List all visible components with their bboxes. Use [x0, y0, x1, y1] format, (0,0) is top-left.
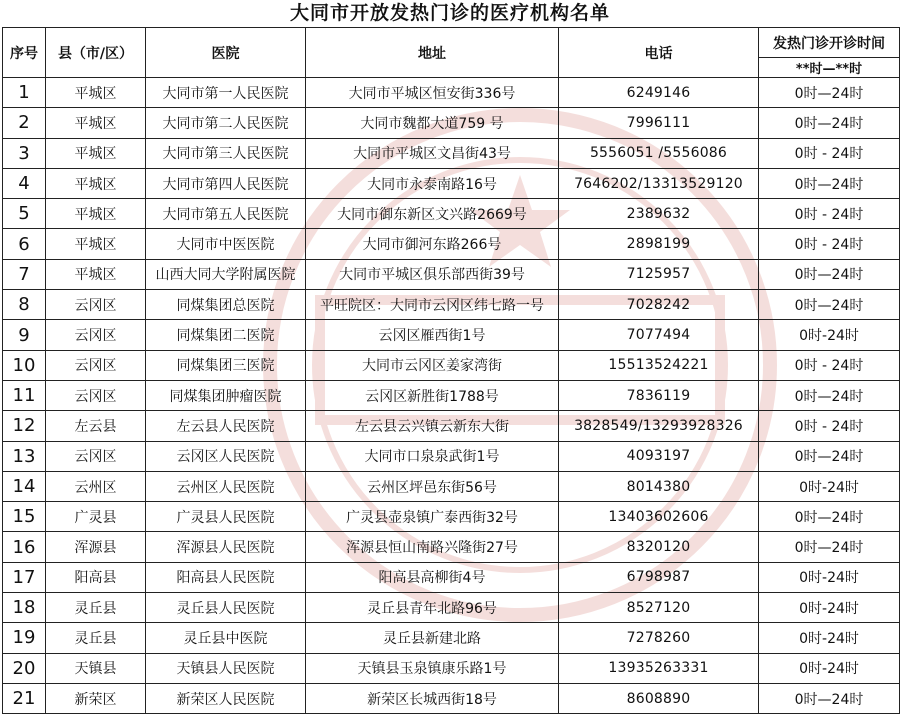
table-row [3, 259, 900, 289]
cell-hours: 0时-24时 [759, 653, 900, 683]
header-county: 县（市/区） [46, 28, 146, 78]
cell-hospital: 大同市第四人民医院 [146, 168, 306, 198]
cell-phone: 8014380 [559, 471, 759, 501]
cell-county: 平城区 [46, 108, 146, 138]
table-row [3, 411, 900, 441]
cell-hospital: 大同市第一人民医院 [146, 78, 306, 108]
cell-county: 浑源县 [46, 532, 146, 562]
cell-phone: 13403602606 [559, 502, 759, 532]
cell-address: 新荣区长城西街18号 [306, 683, 559, 713]
table-row [3, 138, 900, 168]
cell-county: 平城区 [46, 229, 146, 259]
cell-hospital: 同煤集团肿瘤医院 [146, 380, 306, 410]
cell-phone: 15513524221 [559, 350, 759, 380]
cell-hours: 0时—24时 [759, 168, 900, 198]
cell-hours: 0时—24时 [759, 290, 900, 320]
header-phone: 电话 [559, 28, 759, 78]
cell-address: 大同市魏都大道759 号 [306, 108, 559, 138]
table-row [3, 168, 900, 198]
cell-phone: 6249146 [559, 78, 759, 108]
table-row [3, 593, 900, 623]
cell-hours: 0时 - 24时 [759, 199, 900, 229]
cell-index: 14 [3, 471, 46, 501]
cell-phone: 5556051 /5556086 [559, 138, 759, 168]
cell-index: 4 [3, 168, 46, 198]
table-row [3, 78, 900, 108]
cell-phone: 7996111 [559, 108, 759, 138]
cell-county: 平城区 [46, 78, 146, 108]
cell-index: 17 [3, 562, 46, 592]
cell-index: 19 [3, 623, 46, 653]
cell-phone: 4093197 [559, 441, 759, 471]
cell-address: 大同市永泰南路16号 [306, 168, 559, 198]
cell-index: 5 [3, 199, 46, 229]
cell-county: 平城区 [46, 138, 146, 168]
cell-address: 大同市平城区恒安街336号 [306, 78, 559, 108]
cell-hours: 0时—24时 [759, 78, 900, 108]
cell-hours: 0时-24时 [759, 320, 900, 350]
cell-index: 13 [3, 441, 46, 471]
cell-hospital: 灵丘县人民医院 [146, 593, 306, 623]
table-header-row [3, 28, 900, 58]
cell-hours: 0时—24时 [759, 683, 900, 713]
cell-county: 平城区 [46, 259, 146, 289]
cell-hospital: 新荣区人民医院 [146, 683, 306, 713]
cell-county: 云冈区 [46, 380, 146, 410]
cell-address: 大同市口泉泉武街1号 [306, 441, 559, 471]
cell-address: 灵丘县新建北路 [306, 623, 559, 653]
cell-hospital: 大同市第五人民医院 [146, 199, 306, 229]
cell-hours: 0时-24时 [759, 471, 900, 501]
table-row [3, 380, 900, 410]
cell-phone: 13935263331 [559, 653, 759, 683]
cell-county: 广灵县 [46, 502, 146, 532]
cell-county: 云冈区 [46, 441, 146, 471]
cell-hours: 0时—24时 [759, 502, 900, 532]
cell-hospital: 同煤集团三医院 [146, 350, 306, 380]
table-row [3, 683, 900, 713]
cell-hours: 0时—24时 [759, 259, 900, 289]
cell-address: 大同市云冈区姜家湾街 [306, 350, 559, 380]
cell-hospital: 大同市中医医院 [146, 229, 306, 259]
cell-hospital: 左云县人民医院 [146, 411, 306, 441]
cell-index: 18 [3, 593, 46, 623]
page-title: 大同市开放发热门诊的医疗机构名单 [289, 2, 610, 24]
cell-address: 左云县云兴镇云新东大街 [306, 411, 559, 441]
cell-phone: 6798987 [559, 562, 759, 592]
hospital-table [2, 27, 900, 714]
cell-address: 云州区坪邑东街56号 [306, 471, 559, 501]
cell-index: 2 [3, 108, 46, 138]
cell-hospital: 阳高县人民医院 [146, 562, 306, 592]
cell-hours: 0时—24时 [759, 532, 900, 562]
cell-hours: 0时 - 24时 [759, 350, 900, 380]
cell-index: 9 [3, 320, 46, 350]
table-row [3, 532, 900, 562]
cell-index: 15 [3, 502, 46, 532]
cell-hospital: 灵丘县中医院 [146, 623, 306, 653]
cell-address: 平旺院区：大同市云冈区纬七路一号 [306, 290, 559, 320]
cell-county: 云冈区 [46, 320, 146, 350]
cell-county: 平城区 [46, 199, 146, 229]
header-index: 序号 [3, 28, 46, 78]
cell-hours: 0时—24时 [759, 108, 900, 138]
cell-hospital: 大同市第三人民医院 [146, 138, 306, 168]
cell-county: 云冈区 [46, 350, 146, 380]
cell-phone: 7077494 [559, 320, 759, 350]
cell-index: 7 [3, 259, 46, 289]
cell-index: 3 [3, 138, 46, 168]
cell-address: 灵丘县青年北路96号 [306, 593, 559, 623]
cell-hospital: 广灵县人民医院 [146, 502, 306, 532]
cell-address: 大同市平城区俱乐部西街39号 [306, 259, 559, 289]
cell-index: 6 [3, 229, 46, 259]
cell-hospital: 同煤集团总医院 [146, 290, 306, 320]
cell-address: 大同市平城区文昌街43号 [306, 138, 559, 168]
header-hospital: 医院 [146, 28, 306, 78]
cell-county: 云州区 [46, 471, 146, 501]
cell-hours: 0时 - 24时 [759, 229, 900, 259]
cell-phone: 2898199 [559, 229, 759, 259]
cell-phone: 7646202/13313529120 [559, 168, 759, 198]
table-row [3, 229, 900, 259]
cell-index: 16 [3, 532, 46, 562]
cell-county: 新荣区 [46, 683, 146, 713]
cell-address: 浑源县恒山南路兴隆街27号 [306, 532, 559, 562]
header-address: 地址 [306, 28, 559, 78]
cell-hospital: 云冈区人民医院 [146, 441, 306, 471]
cell-phone: 3828549/13293928326 [559, 411, 759, 441]
header-hours: 发热门诊开诊时间 [759, 28, 900, 58]
table-row [3, 471, 900, 501]
header-hours-sub: **时—**时 [759, 58, 900, 78]
table-row [3, 562, 900, 592]
cell-address: 大同市御河东路266号 [306, 229, 559, 259]
cell-phone: 7125957 [559, 259, 759, 289]
cell-address: 阳高县高柳街4号 [306, 562, 559, 592]
table-row [3, 653, 900, 683]
cell-county: 阳高县 [46, 562, 146, 592]
table-row [3, 108, 900, 138]
table-row [3, 502, 900, 532]
cell-index: 12 [3, 411, 46, 441]
table-row [3, 320, 900, 350]
cell-hospital: 山西大同大学附属医院 [146, 259, 306, 289]
cell-hospital: 云州区人民医院 [146, 471, 306, 501]
cell-hours: 0时—24时 [759, 380, 900, 410]
cell-county: 左云县 [46, 411, 146, 441]
table-row [3, 441, 900, 471]
cell-county: 平城区 [46, 168, 146, 198]
cell-hours: 0时—24时 [759, 441, 900, 471]
cell-index: 10 [3, 350, 46, 380]
table-row [3, 199, 900, 229]
cell-phone: 8527120 [559, 593, 759, 623]
cell-address: 广灵县壶泉镇广泰西街32号 [306, 502, 559, 532]
cell-hospital: 同煤集团二医院 [146, 320, 306, 350]
cell-address: 天镇县玉泉镇康乐路1号 [306, 653, 559, 683]
cell-hours: 0时-24时 [759, 623, 900, 653]
cell-index: 1 [3, 78, 46, 108]
cell-hours: 0时 - 24时 [759, 138, 900, 168]
cell-address: 云冈区新胜街1788号 [306, 380, 559, 410]
table-row [3, 623, 900, 653]
cell-hours: 0时 - 24时 [759, 411, 900, 441]
cell-hospital: 浑源县人民医院 [146, 532, 306, 562]
cell-county: 灵丘县 [46, 623, 146, 653]
cell-hospital: 大同市第二人民医院 [146, 108, 306, 138]
cell-index: 8 [3, 290, 46, 320]
cell-phone: 8320120 [559, 532, 759, 562]
cell-phone: 7278260 [559, 623, 759, 653]
cell-county: 天镇县 [46, 653, 146, 683]
cell-index: 20 [3, 653, 46, 683]
cell-phone: 7028242 [559, 290, 759, 320]
cell-county: 云冈区 [46, 290, 146, 320]
cell-index: 11 [3, 380, 46, 410]
cell-address: 大同市御东新区文兴路2669号 [306, 199, 559, 229]
table-row [3, 290, 900, 320]
cell-phone: 7836119 [559, 380, 759, 410]
cell-hours: 0时-24时 [759, 593, 900, 623]
cell-index: 21 [3, 683, 46, 713]
cell-phone: 2389632 [559, 199, 759, 229]
cell-phone: 8608890 [559, 683, 759, 713]
cell-county: 灵丘县 [46, 593, 146, 623]
cell-address: 云冈区雁西街1号 [306, 320, 559, 350]
table-row [3, 350, 900, 380]
cell-hours: 0时-24时 [759, 562, 900, 592]
cell-hospital: 天镇县人民医院 [146, 653, 306, 683]
